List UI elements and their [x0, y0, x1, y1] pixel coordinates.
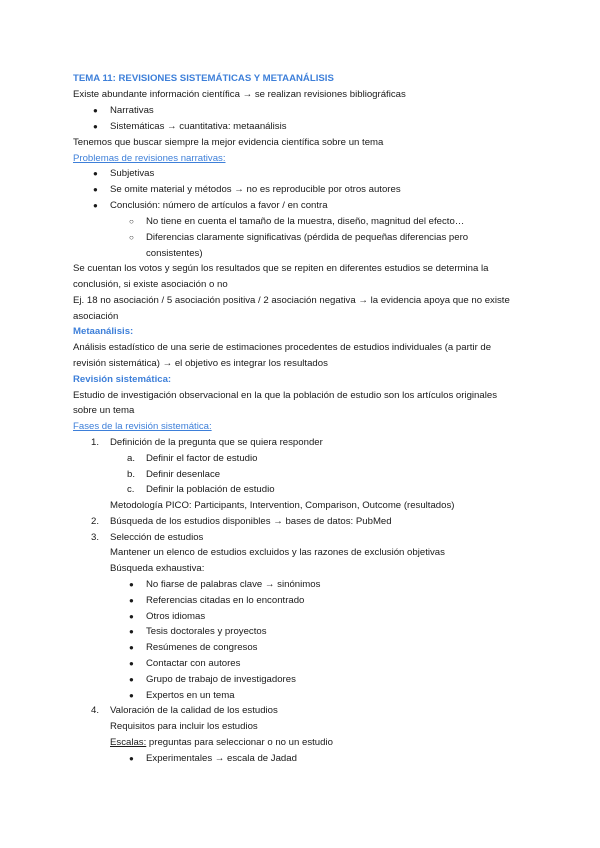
list-item: Conclusión: número de artículos a favor / en contra	[110, 200, 328, 211]
phase-item: Definición de la pregunta que se quiera responder	[110, 437, 323, 448]
bullet-icon: ●	[129, 627, 134, 636]
bullet-icon: ●	[129, 612, 134, 621]
bullet-icon: ●	[129, 754, 134, 763]
sub-list-item: Definir la población de estudio	[146, 484, 275, 495]
bullet-icon: ●	[129, 675, 134, 684]
bullet-icon: ●	[93, 169, 98, 178]
section-heading: Fases de la revisión sistemática:	[73, 421, 212, 432]
list-item: Referencias citadas en lo encontrado	[146, 595, 305, 606]
bullet-icon: ●	[129, 643, 134, 652]
bullet-icon: ●	[93, 122, 98, 131]
page-title: TEMA 11: REVISIONES SISTEMÁTICAS Y METAANÁLISIS	[73, 73, 334, 84]
list-letter: c.	[127, 484, 135, 495]
list-item: Contactar con autores	[146, 658, 241, 669]
list-item: Narrativas	[110, 105, 154, 116]
bullet-icon: ●	[129, 659, 134, 668]
bullet-icon: ●	[93, 201, 98, 210]
list-item: Resúmenes de congresos	[146, 642, 258, 653]
intro-text: Existe abundante información científica → se realizan revisiones bibliográficas	[73, 89, 406, 100]
list-item: Se omite material y métodos → no es reproducible por otros autores	[110, 184, 401, 195]
list-letter: a.	[127, 453, 136, 464]
phase-item: Selección de estudios	[110, 532, 204, 543]
list-item: Sistemáticas → cuantitativa: metaanálisis	[110, 121, 287, 132]
phase-item: Búsqueda de los estudios disponibles → bases de datos: PubMed	[110, 516, 392, 527]
sub-list-item-cont: consistentes)	[146, 248, 203, 259]
paragraph: Búsqueda exhaustiva:	[110, 563, 205, 574]
pico-text: Metodología PICO: Participants, Intervention, Comparison, Outcome (resultados)	[110, 500, 455, 511]
circle-bullet-icon: ○	[129, 217, 134, 226]
paragraph: Se cuentan los votos y según los resultados que se repiten en diferentes estudios se determina la	[73, 263, 489, 274]
paragraph: conclusión, si existe asociación o no	[73, 279, 228, 290]
paragraph: Mantener un elenco de estudios excluidos y las razones de exclusión objetivas	[110, 547, 445, 558]
bullet-icon: ●	[129, 691, 134, 700]
section-heading: Metaanálisis:	[73, 326, 134, 337]
paragraph: revisión sistemática) → el objetivo es integrar los resultados	[73, 358, 328, 369]
list-item: No fiarse de palabras clave → sinónimos	[146, 579, 321, 590]
sub-list-item: Diferencias claramente significativas (pérdida de pequeñas diferencias pero	[146, 232, 469, 243]
paragraph: Ej. 18 no asociación / 5 asociación positiva / 2 asociación negativa → la evidencia apoya que no existe	[73, 295, 510, 306]
scales-text: preguntas para seleccionar o no un estudio	[146, 737, 333, 748]
paragraph: Análisis estadístico de una serie de estimaciones procedentes de estudios individuales (a partir de	[73, 342, 492, 353]
list-item: Subjetivas	[110, 168, 155, 179]
list-item: Expertos en un tema	[146, 690, 235, 701]
bullet-icon: ●	[93, 106, 98, 115]
paragraph: Requisitos para incluir los estudios	[110, 721, 258, 732]
bullet-icon: ●	[129, 580, 134, 589]
section-heading: Problemas de revisiones narrativas:	[73, 153, 226, 164]
sub-list-item: No tiene en cuenta el tamaño de la muestra, diseño, magnitud del efecto…	[146, 216, 465, 227]
sub-list-item: Definir desenlace	[146, 469, 221, 480]
phase-item: Valoración de la calidad de los estudios	[110, 705, 278, 716]
list-number: 1.	[91, 437, 100, 448]
paragraph: Estudio de investigación observacional en la que la población de estudio son los artículos originales	[73, 390, 497, 401]
scales-line	[110, 737, 333, 749]
paragraph: asociación	[73, 311, 119, 322]
list-number: 3.	[91, 532, 100, 543]
section-heading: Revisión sistemática:	[73, 374, 172, 385]
list-item: Grupo de trabajo de investigadores	[146, 674, 296, 685]
scales-label: Escalas:	[110, 737, 147, 748]
list-item: Otros idiomas	[146, 611, 206, 622]
circle-bullet-icon: ○	[129, 233, 134, 242]
sub-list-item: Definir el factor de estudio	[146, 453, 258, 464]
list-item: Experimentales → escala de Jadad	[146, 753, 297, 764]
list-number: 4.	[91, 705, 100, 716]
list-number: 2.	[91, 516, 100, 527]
bullet-icon: ●	[93, 185, 98, 194]
list-item: Tesis doctorales y proyectos	[146, 626, 267, 637]
paragraph: Tenemos que buscar siempre la mejor evidencia científica sobre un tema	[73, 137, 384, 148]
bullet-icon: ●	[129, 596, 134, 605]
list-letter: b.	[127, 469, 136, 480]
paragraph: sobre un tema	[73, 405, 135, 416]
